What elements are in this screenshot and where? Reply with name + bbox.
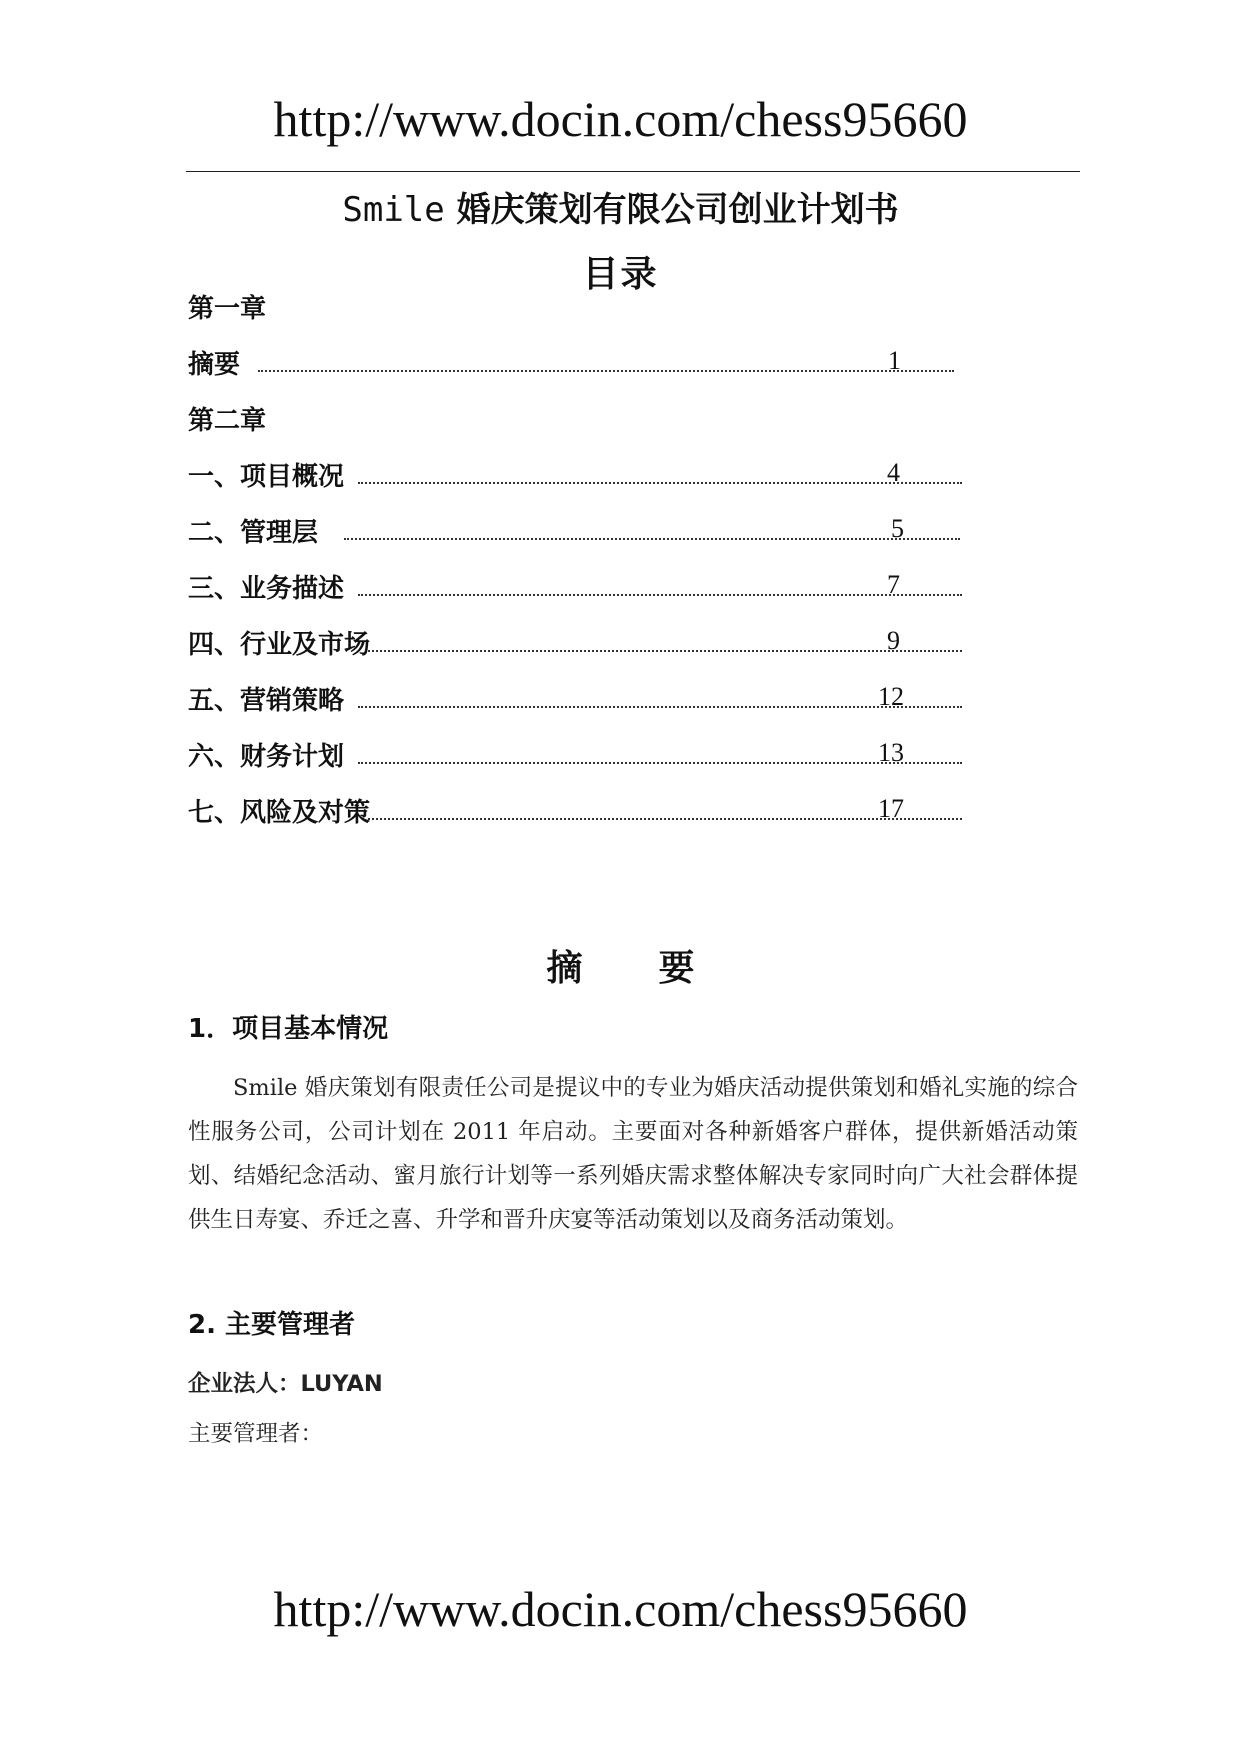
- toc-entry-page: 12: [878, 682, 904, 711]
- toc-entry-label: 四、行业及市场: [188, 630, 371, 660]
- toc-leader-dots: [368, 818, 962, 820]
- toc-entry-label: 摘要: [188, 350, 241, 380]
- summary-heading: [0, 940, 1241, 991]
- section-2-title: 2. 主要管理者: [188, 1310, 356, 1340]
- toc-entry-page: 1: [888, 346, 901, 375]
- toc-entry-label: 三、业务描述: [188, 574, 345, 604]
- toc-entry-page: 17: [878, 794, 904, 823]
- header-divider: [186, 171, 1080, 172]
- toc-leader-dots: [344, 538, 960, 540]
- toc-entry-page: 4: [887, 458, 900, 487]
- section-1-paragraph: Smile 婚庆策划有限责任公司是提议中的专业为婚庆活动提供策划和婚礼实施的综合性服务公司，公司计划在 2011 年启动。主要面对各种新婚客户群体，提供新婚活动策划、结婚纪念活动、蜜月旅行计划等一系列婚庆需求整体解决专家同时向广大社会群体提供生日寿宴、乔迁之喜、升学和晋升庆宴等活动策划以及商务活动策划。: [188, 1075, 1078, 1233]
- summary-heading-right: 要: [658, 948, 695, 989]
- toc-entry-page: 9: [887, 626, 900, 655]
- toc-heading: 目录: [582, 254, 659, 295]
- toc-leader-dots: [258, 370, 954, 372]
- toc-leader-dots: [358, 706, 962, 708]
- toc-entry-page: 13: [878, 738, 904, 767]
- toc-leader-dots: [368, 650, 962, 652]
- footer-url: http://www.docin.com/chess95660: [273, 1581, 968, 1637]
- legal-person: 企业法人：LUYAN: [188, 1371, 383, 1397]
- toc-leader-dots: [358, 762, 962, 764]
- toc-leader-dots: [358, 594, 962, 596]
- header-url: http://www.docin.com/chess95660: [273, 91, 968, 147]
- toc-entry-page: 5: [891, 514, 904, 543]
- managers-label: 主要管理者：: [188, 1421, 324, 1447]
- document-title-zh: 婚庆策划有限公司创业计划书: [444, 190, 899, 230]
- summary-heading-left: 摘: [546, 948, 583, 989]
- toc-entry-label: 五、营销策略: [188, 686, 345, 716]
- toc-entry-page: 7: [887, 570, 900, 599]
- document-title-en: Smile: [342, 190, 445, 230]
- toc-entry-label: 六、财务计划: [188, 742, 345, 772]
- toc-entry-label: 二、管理层: [188, 518, 319, 548]
- section-1-title: 1．项目基本情况: [188, 1014, 389, 1044]
- document-title: [0, 182, 1241, 231]
- toc-leader-dots: [358, 482, 962, 484]
- toc-entry-label: 七、风险及对策: [188, 798, 371, 828]
- toc-chapter-1: 第一章: [188, 294, 267, 324]
- toc-entry-label: 一、项目概况: [188, 462, 345, 492]
- toc-chapter-2: 第二章: [188, 406, 267, 436]
